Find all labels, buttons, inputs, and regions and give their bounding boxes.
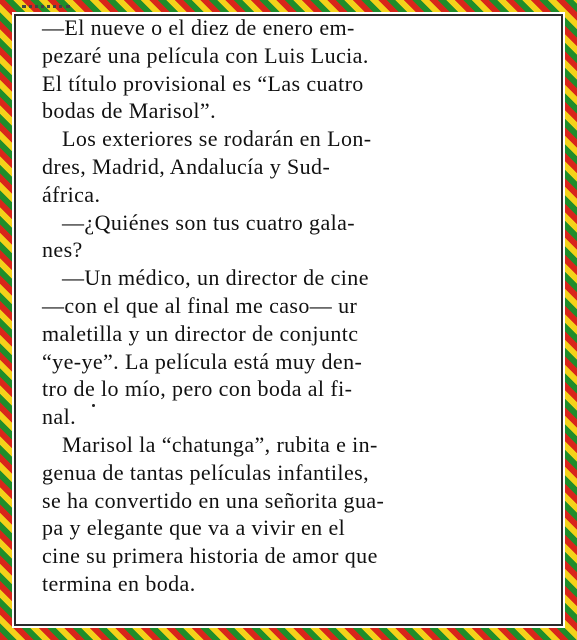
text-line: cine su primera historia de amor que <box>42 543 378 569</box>
text-line: dres, Madrid, Andalucía y Sud- <box>42 153 331 179</box>
text-line: pezaré una película con Luis Lucia. <box>42 42 369 68</box>
text-line: áfrica. <box>42 181 101 207</box>
text-line: Los exteriores se rodarán en Lon- <box>62 126 372 152</box>
text-line: se ha convertido en una señorita gua- <box>42 487 385 513</box>
text-line: —con el que al final me caso— ur <box>42 292 358 318</box>
text-line: maletilla y un director de conjuntc <box>42 320 359 346</box>
print-speck <box>92 404 95 407</box>
text-line: “ye-ye”. La película está muy den- <box>42 348 363 374</box>
torn-top-edge <box>22 5 70 13</box>
text-line: nal. <box>42 404 76 430</box>
text-line: El título provisional es “Las cuatro <box>42 70 364 96</box>
text-line: termina en boda. <box>42 570 196 596</box>
article-text <box>42 14 547 598</box>
text-line: genua de tantas películas infantiles, <box>42 459 369 485</box>
text-line: Marisol la “chatunga”, rubita e in- <box>62 431 378 457</box>
text-line: nes? <box>42 237 83 263</box>
text-line: bodas de Marisol”. <box>42 98 216 124</box>
text-line: tro de lo mío, pero con boda al fi- <box>42 376 353 402</box>
text-line: —¿Quiénes son tus cuatro gala- <box>62 209 356 235</box>
text-line: pa y elegante que va a vivir en el <box>42 515 346 541</box>
text-line: —El nueve o el diez de enero em- <box>42 15 355 40</box>
text-line: —Un médico, un director de cine <box>62 265 369 291</box>
